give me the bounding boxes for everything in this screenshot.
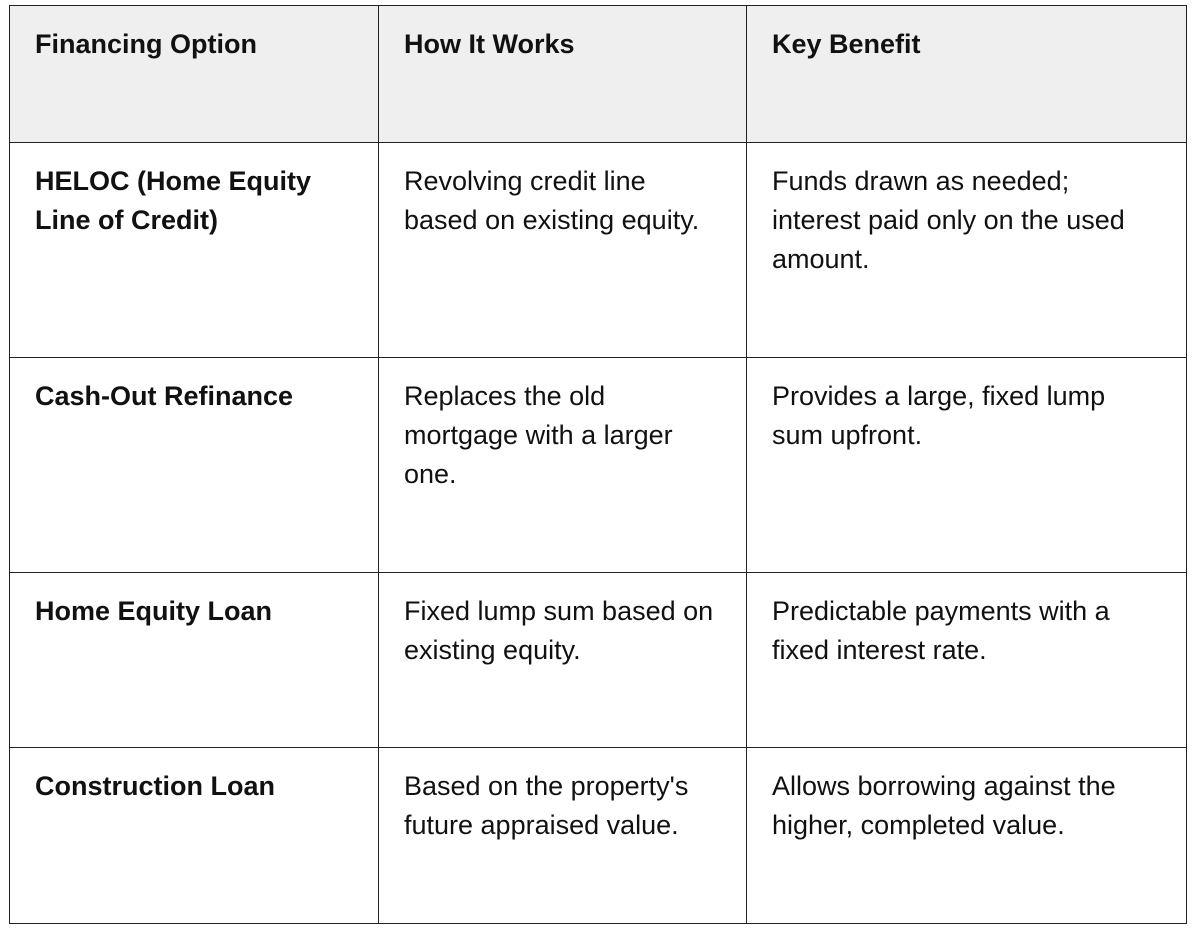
header-key-benefit: Key Benefit <box>747 6 1187 143</box>
key-benefit-cell: Funds drawn as needed; interest paid only on the used amount. <box>747 143 1187 358</box>
table-row <box>10 573 1187 748</box>
how-it-works-cell: Fixed lump sum based on existing equity. <box>379 573 747 748</box>
how-it-works-cell: Revolving credit line based on existing equity. <box>379 143 747 358</box>
financing-options-table <box>9 5 1187 924</box>
option-cell: Home Equity Loan <box>10 573 379 748</box>
how-it-works-cell: Replaces the old mortgage with a larger one. <box>379 358 747 573</box>
key-benefit-cell: Predictable payments with a fixed interest rate. <box>747 573 1187 748</box>
option-cell: HELOC (Home Equity Line of Credit) <box>10 143 379 358</box>
key-benefit-cell: Allows borrowing against the higher, completed value. <box>747 748 1187 924</box>
how-it-works-cell: Based on the property's future appraised value. <box>379 748 747 924</box>
key-benefit-cell: Provides a large, fixed lump sum upfront. <box>747 358 1187 573</box>
table-header <box>10 6 1187 143</box>
table-row <box>10 143 1187 358</box>
table-body <box>10 143 1187 924</box>
header-financing-option: Financing Option <box>10 6 379 143</box>
option-cell: Cash-Out Refinance <box>10 358 379 573</box>
table-row <box>10 748 1187 924</box>
header-how-it-works: How It Works <box>379 6 747 143</box>
option-cell: Construction Loan <box>10 748 379 924</box>
table-row <box>10 358 1187 573</box>
header-row <box>10 6 1187 143</box>
